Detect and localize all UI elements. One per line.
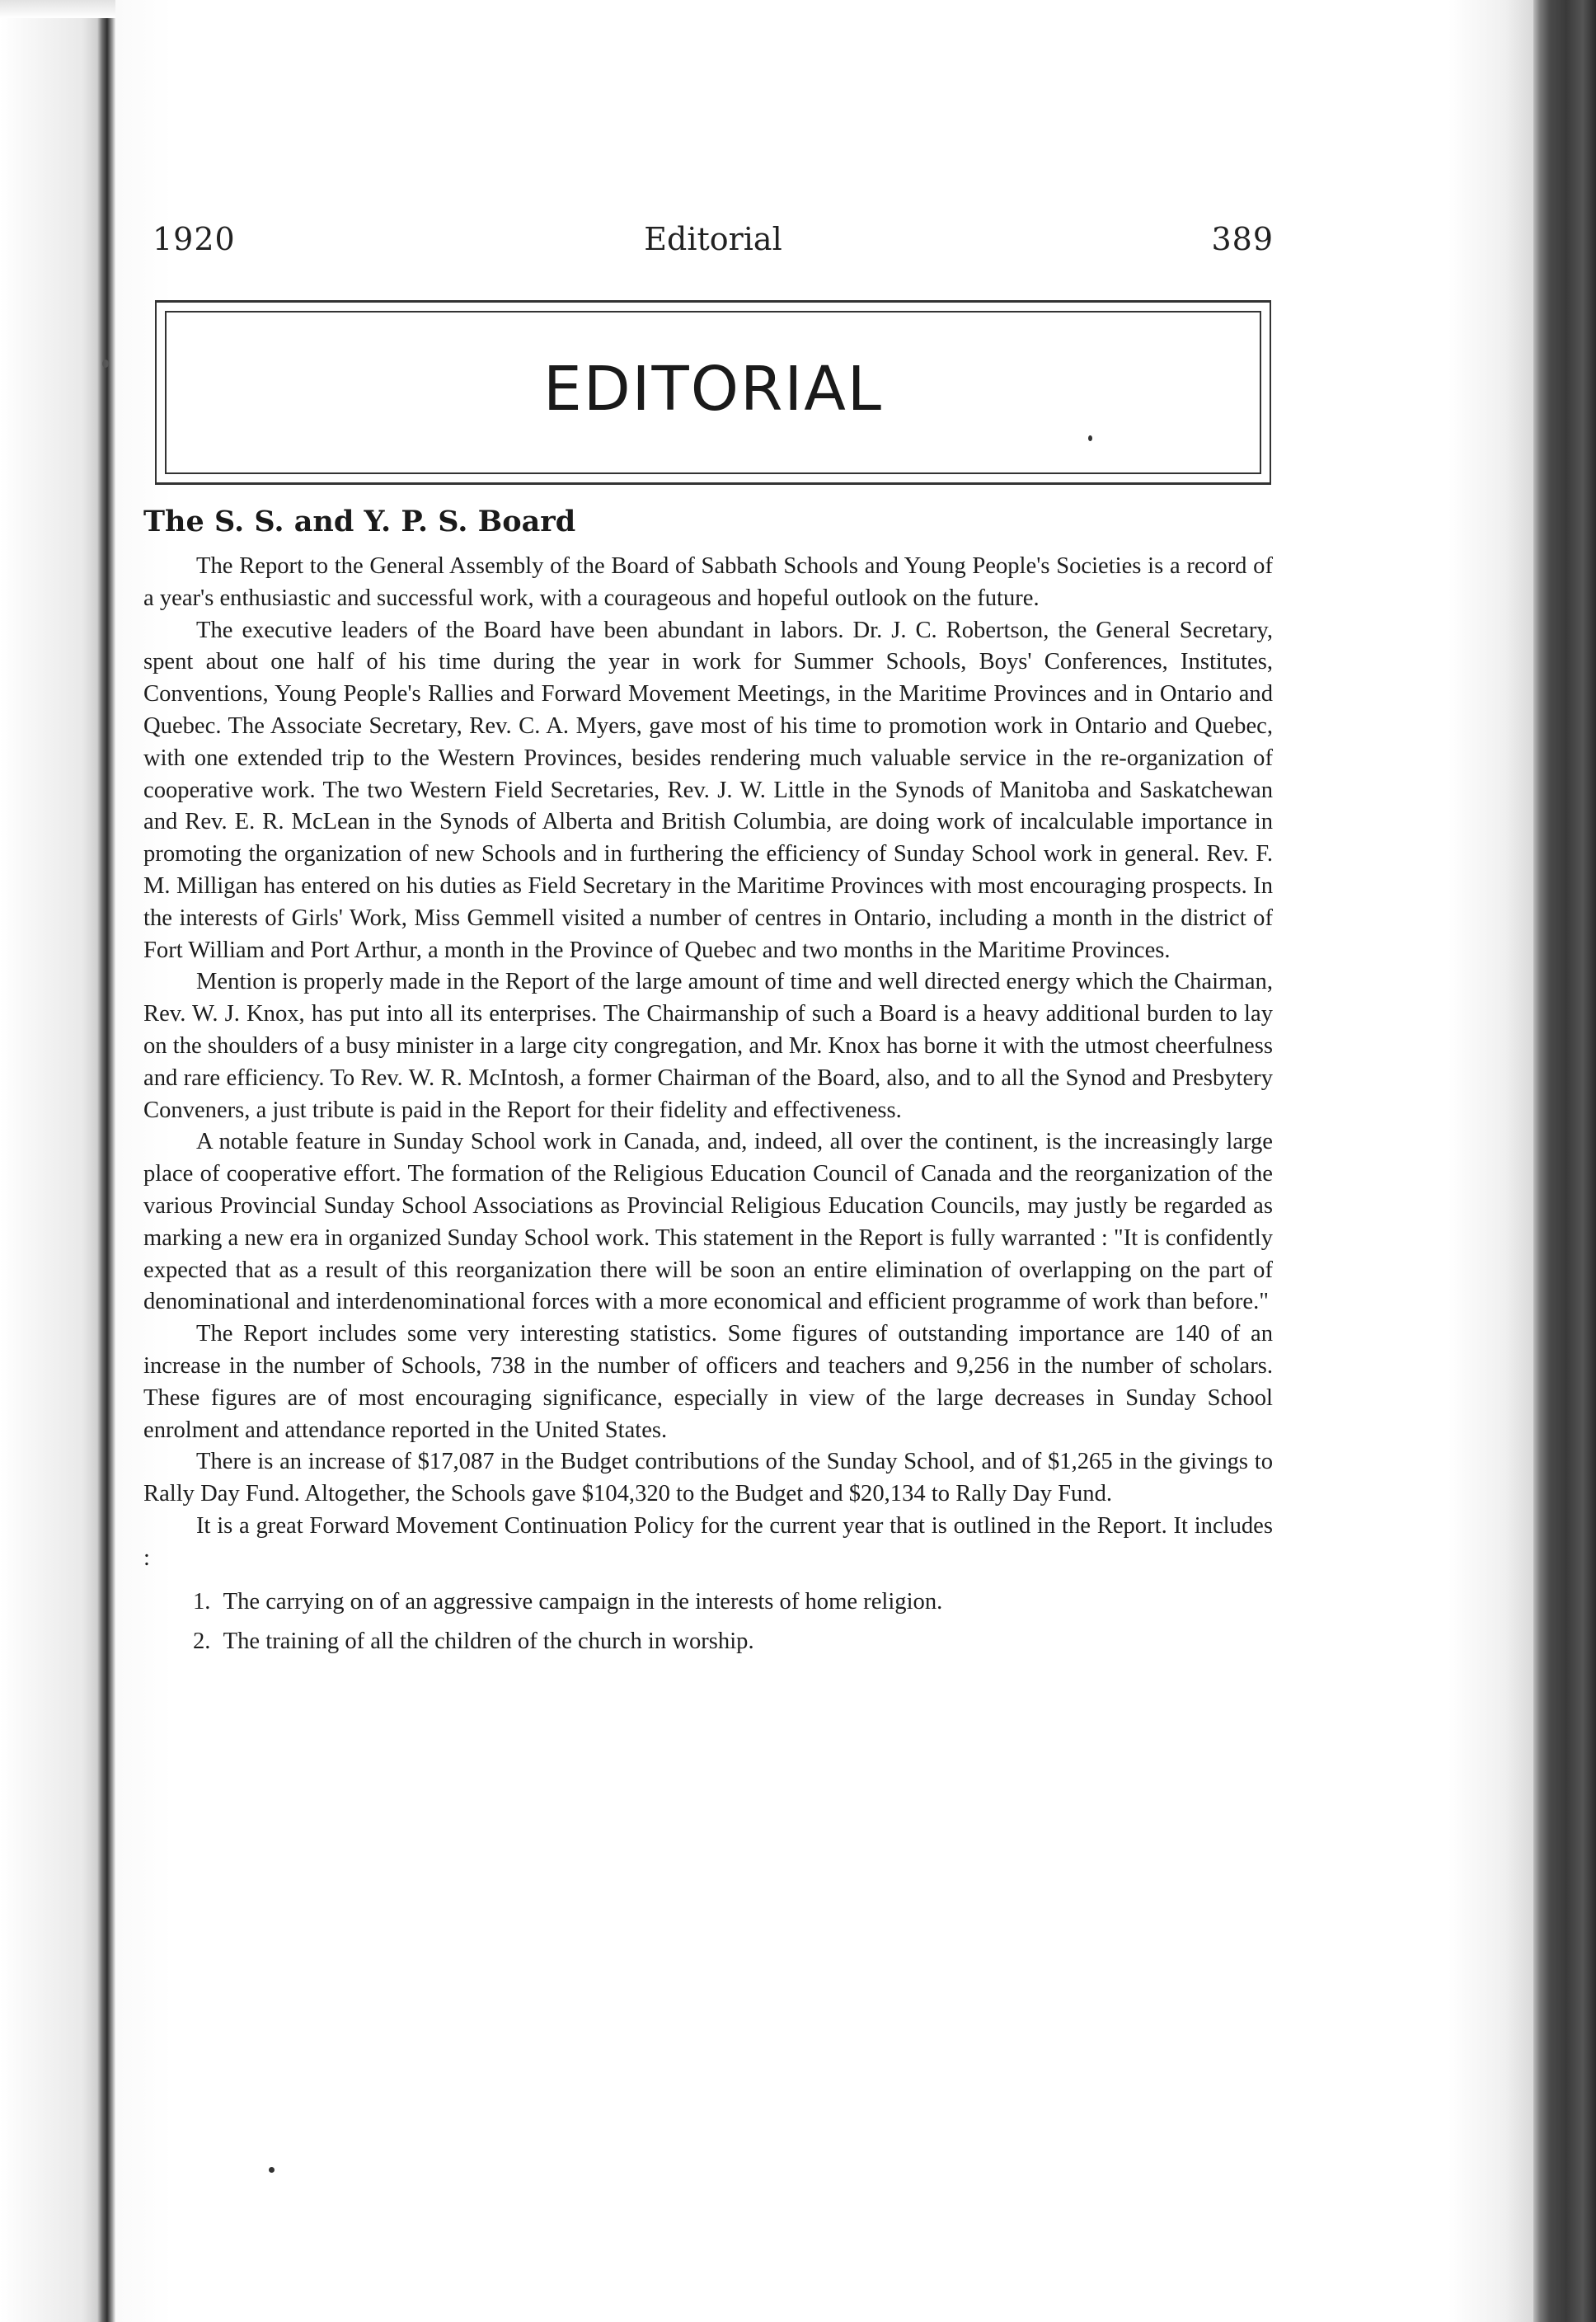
paragraph: There is an increase of $17,087 in the Budget contributions of the Sunday School, and of $1,265 in the givings to Rally Day Fund. Altogether, the Schools gave $104,320 to the Budget and $20,134 to Rally Day Fund. (143, 1449, 1273, 1507)
header-section-title: Editorial (644, 221, 782, 257)
paragraph: It is a great Forward Movement Continuation Policy for the current year that is outlined in the Report. It includes : (143, 1512, 1273, 1571)
paragraph: The executive leaders of the Board have been abundant in labors. Dr. J. C. Robertson, the General Secretary, spent about one half of his time during the year in work for Summer Schools, Boys' Conferences, Institutes, Conventions, Young People's Rallies and Forward Movement Meetings, in the Maritime Provinces and in Ontario and Quebec. The Associate Secretary, Rev. C. A. Myers, gave most of his time to promotion work in Ontario and Quebec, with one extended trip to the Western Provinces, besides rendering much valuable service in the re-organization of cooperative work. The two Western Field Secretaries, Rev. J. W. Little in the Synods of Manitoba and Saskatchewan and Rev. E. R. McLean in the Synods of Alberta and British Columbia, are doing work of incalculable importance in promoting the organization of new Schools and in furthering the efficiency of Sunday School work in general. Rev. F. M. Milligan has entered on his duties as Field Secretary in the Maritime Provinces with most encouraging prospects. In the interests of Girls' Work, Miss Gemmell visited a number of centres in Ontario, including a month in the district of Fort William and Port Arthur, a month in the Province of Quebec and two months in the Maritime Provinces. (143, 617, 1273, 963)
header-year: 1920 (153, 221, 236, 257)
banner-title: EDITORIAL (542, 354, 884, 425)
paragraph: The Report to the General Assembly of the Board of Sabbath Schools and Young People's Societies is a record of a year's enthusiastic and successful work, with a courageous and hopeful outlook on the future. (143, 553, 1273, 611)
page-number: 389 (1211, 221, 1274, 257)
article-title: The S. S. and Y. P. S. Board (143, 505, 576, 538)
editorial-banner-inner-frame (165, 311, 1261, 474)
article-body (143, 551, 1273, 1658)
paragraph: A notable feature in Sunday School work in Canada, and, indeed, all over the continent, is the increasingly large place of cooperative effort. The formation of the Religious Education Council of Canada and the reorganization of the various Provincial Sunday School Associations as Provincial Religious Education Councils, may justly be regarded as marking a new era in organized Sunday School work. This statement in the Report is fully warranted : "It is confidently expected that as a result of this reorganization there will be soon an entire elimination of overlapping on the part of denominational and interdenominational forces with a more economical and efficient programme of work than before." (143, 1129, 1273, 1315)
scan-speck (102, 360, 109, 368)
list-item-text: The carrying on of an aggressive campaign in the interests of home religion. (223, 1588, 943, 1615)
editorial-banner (155, 300, 1271, 485)
running-header (153, 221, 1274, 270)
list-item (143, 1586, 1273, 1619)
book-edge-right (1533, 0, 1596, 2322)
paragraph: Mention is properly made in the Report of the large amount of time and well directed energy which the Chairman, Rev. W. J. Knox, has put into all its enterprises. The Chairmanship of such a Board is a heavy additional burden to lay on the shoulders of a busy minister in a large city congregation, and Mr. Knox has borne it with the utmost cheerfulness and rare efficiency. To Rev. W. R. McIntosh, a former Chairman of the Board, also, and to all the Synod and Presbytery Conveners, a just tribute is paid in the Report for their fidelity and effectiveness. (143, 969, 1273, 1123)
list-item-number: 1. (193, 1588, 211, 1615)
paragraph: The Report includes some very interesting statistics. Some figures of outstanding importance are 140 of an increase in the number of Schools, 738 in the number of officers and teachers and 9,256 in the number of scholars. These figures are of most encouraging significance, especially in view of the large decreases in Sunday School enrolment and attendance reported in the United States. (143, 1321, 1273, 1443)
book-gutter-left (0, 0, 115, 2322)
list-item-number: 2. (193, 1629, 211, 1655)
scan-speck (1088, 435, 1092, 441)
list-item (143, 1626, 1273, 1658)
scan-speck (269, 2167, 275, 2173)
list-item-text: The training of all the children of the church in worship. (223, 1629, 754, 1655)
